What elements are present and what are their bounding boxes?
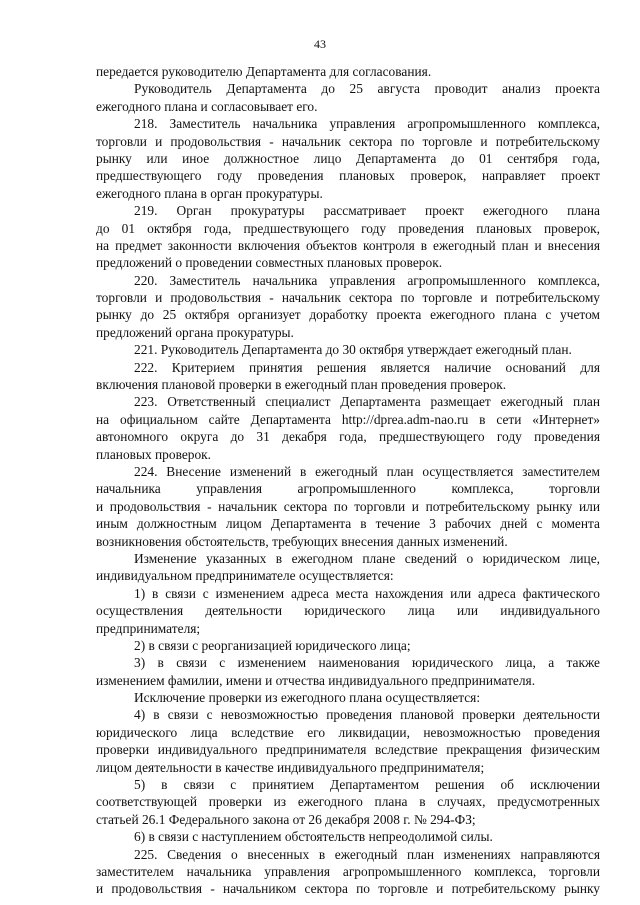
page-number: 43 (314, 37, 326, 51)
text-line: рынку или иное должностное лицо Департамента до 01 сентября года, (96, 150, 600, 166)
text-line: иным должностным лицом Департамента в течение 3 рабочих дней с момента (96, 516, 600, 532)
text-line: на официальном сайте Департамента http://dprea.adm-nao.ru в сети «Интернет» (96, 411, 600, 427)
text-line: и продовольствия - начальник сектора по торговли и потребительскому рынку или (96, 498, 600, 514)
text-line: Исключение проверки из ежегодного плана осуществляется: (134, 690, 481, 706)
text-line: предпринимателя; (96, 620, 201, 636)
text-line: возникновения обстоятельств, требующих внесения данных изменений. (96, 533, 508, 549)
text-line: индивидуальном предпринимателе осуществляется: (96, 568, 394, 584)
text-line: заместителем начальника управления агропромышленного комплекса, торговли (96, 863, 600, 879)
text-line: плановых проверок. (96, 446, 212, 462)
text-line: изменением фамилии, имени и отчества индивидуального предпринимателя. (96, 672, 536, 688)
text-line: 219. Орган прокуратуры рассматривает проект ежегодного плана (134, 203, 600, 219)
text-line: торговли и продовольствия - начальник сектора по торговле и потребительскому (96, 133, 600, 149)
text-line: 4) в связи с невозможностью проведения плановой проверки деятельности (134, 707, 600, 723)
text-line: лицом деятельности в качестве индивидуального предпринимателя; (96, 759, 485, 775)
text-line: соответствующей проверки из ежегодного плана в случаях, предусмотренных (96, 794, 600, 810)
text-line: на предмет законности включения объектов контроля в ежегодный план и внесения (96, 237, 600, 253)
text-line: торговли и продовольствия - начальник сектора по торговле и потребительскому (96, 290, 600, 306)
text-line: ежегодного плана в орган прокуратуры. (96, 185, 323, 201)
text-line: 224. Внесение изменений в ежегодный план осуществляется заместителем (134, 463, 600, 479)
text-line: 218. Заместитель начальника управления агропромышленного комплекса, (134, 116, 600, 132)
text-line: 3) в связи с изменением наименования юридического лица, а также (134, 655, 600, 671)
text-line: 223. Ответственный специалист Департамента размещает ежегодный план (134, 394, 600, 410)
text-line: автономного округа до 31 декабря года, предшествующего году проведения (96, 429, 600, 445)
text-line: проверки индивидуального предпринимателя вследствие прекращения физическим (96, 742, 600, 758)
text-line: статьей 26.1 Федерального закона от 26 декабря 2008 г. № 294-ФЗ; (96, 811, 476, 827)
text-line: 5) в связи с принятием Департаментом решения об исключении (134, 777, 600, 793)
text-line: предложений о проведении совместных плановых проверок. (96, 255, 443, 271)
text-line: предложений органа прокуратуры. (96, 324, 294, 340)
text-line: до 01 октября года, предшествующего году проведения плановых проверок, (96, 220, 600, 236)
text-line: и продовольствия - начальником сектора по торговле и потребительскому рынку (96, 881, 600, 897)
text-line: 1) в связи с изменением адреса места нахождения или адреса фактического (134, 585, 600, 601)
text-line: ежегодного плана и согласовывает его. (96, 98, 318, 114)
text-line: Руководитель Департамента до 25 августа проводит анализ проекта (134, 81, 600, 97)
text-line: 225. Сведения о внесенных в ежегодный план изменениях направляются (134, 846, 600, 862)
text-line: Изменение указанных в ежегодном плане сведений о юридическом лице, (134, 550, 600, 566)
text-line: 220. Заместитель начальника управления агропромышленного комплекса, (134, 272, 600, 288)
text-line: 2) в связи с реорганизацией юридического лица; (134, 637, 411, 653)
body-text (96, 63, 600, 898)
text-line: передается руководителю Департамента для согласования. (96, 64, 432, 79)
text-line: предшествующего году проведения плановых проверок, направляет проект (96, 168, 600, 184)
text-line: осуществления деятельности юридического лица или индивидуального (96, 603, 600, 619)
text-line: 221. Руководитель Департамента до 30 октября утверждает ежегодный план. (134, 342, 572, 358)
text-line: рынку до 25 октября организует доработку проекта ежегодного плана с учетом (96, 307, 600, 323)
text-line: включения плановой проверки в ежегодный план проведения проверок. (96, 377, 507, 393)
text-line: юридического лица вследствие его ликвидации, невозможностью проведения (96, 724, 600, 740)
text-line: 6) в связи с наступлением обстоятельств непреодолимой силы. (134, 829, 493, 845)
text-line: начальника управления агропромышленного комплекса, торговли (96, 481, 600, 497)
text-line: 222. Критерием принятия решения является наличие оснований для (134, 359, 600, 375)
